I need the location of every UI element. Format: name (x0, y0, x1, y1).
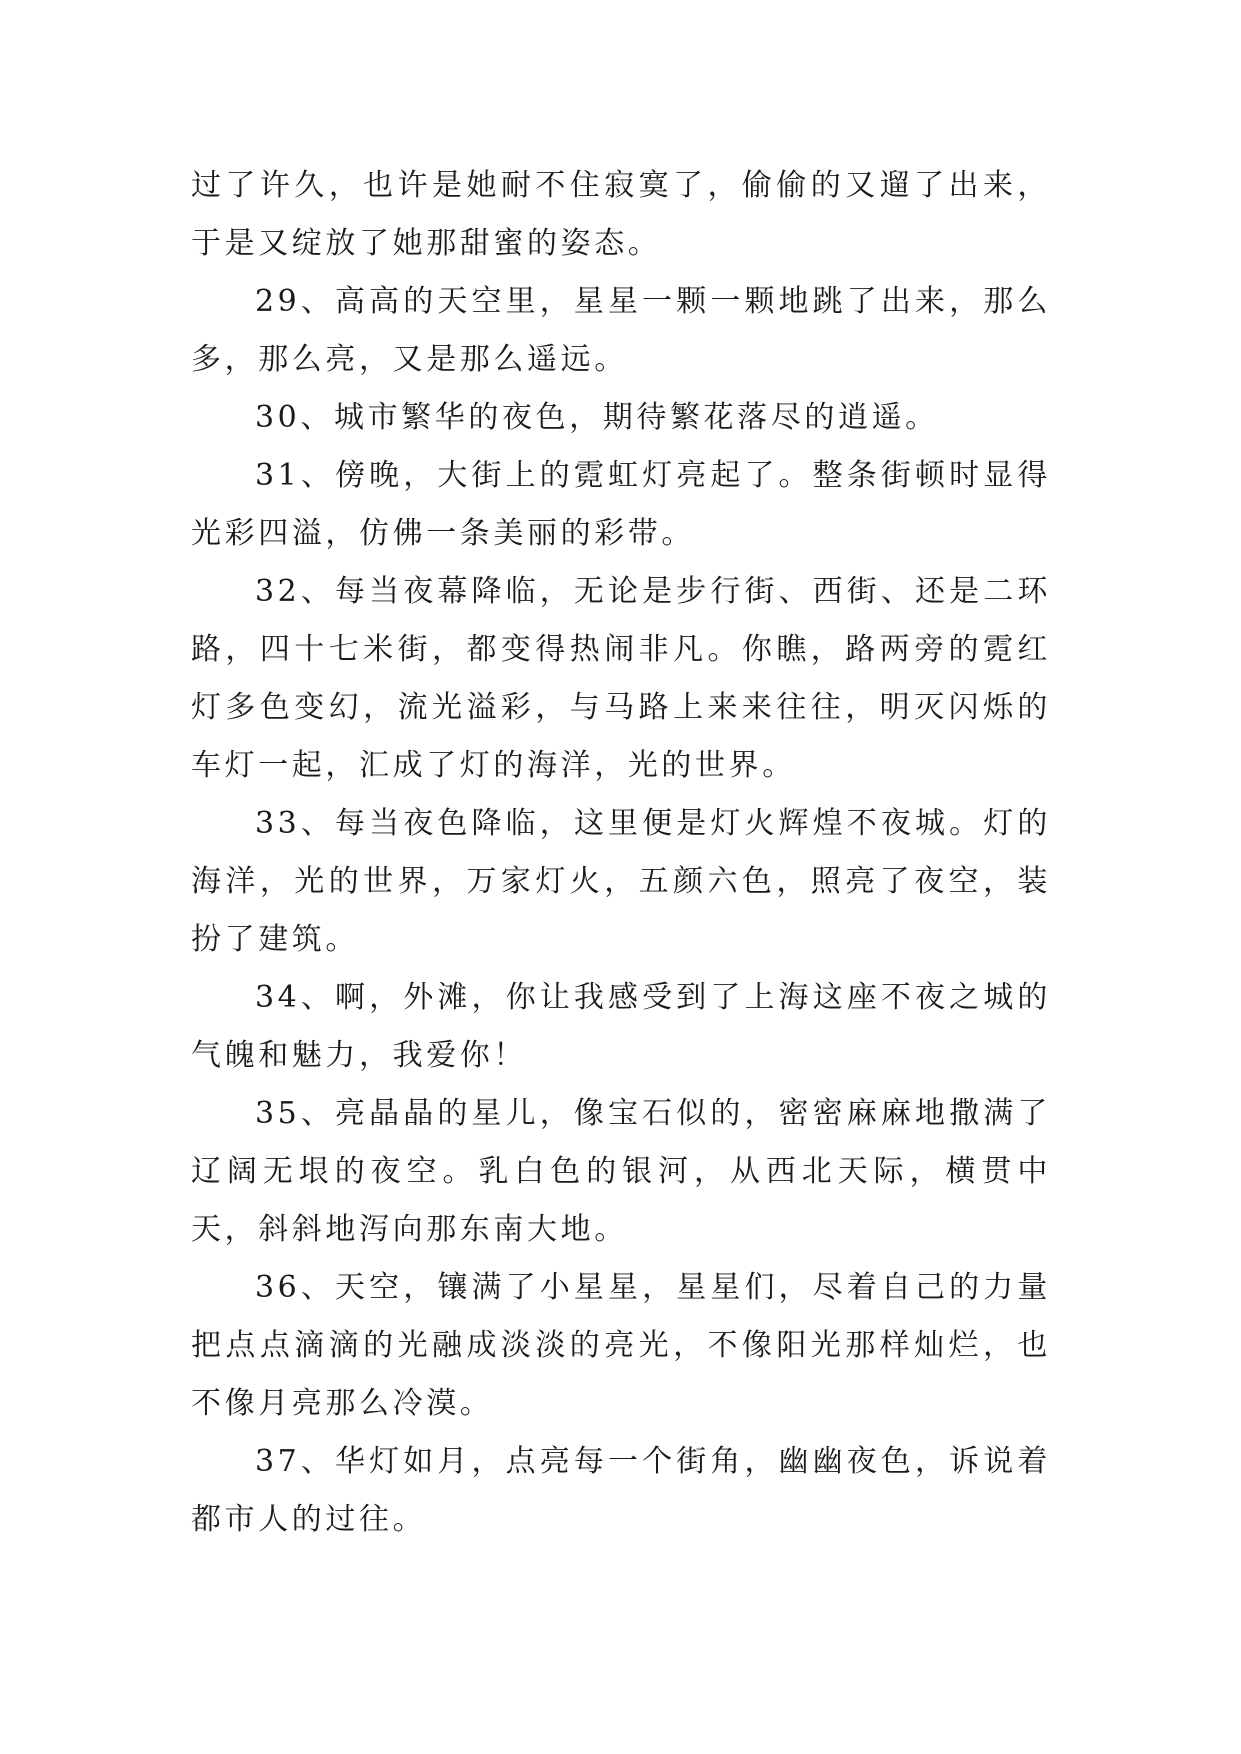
document-body (191, 157, 1051, 1549)
paragraph-32: 32、每当夜幕降临，无论是步行街、西街、还是二环路，四十七米街，都变得热闹非凡。你瞧，路两旁的霓红灯多色变幻，流光溢彩，与马路上来来往往，明灭闪烁的车灯一起，汇成了灯的海洋，光的世界。 (191, 574, 1051, 783)
paragraph-31: 31、傍晚，大街上的霓虹灯亮起了。整条街顿时显得光彩四溢，仿佛一条美丽的彩带。 (191, 458, 1051, 551)
paragraph-35: 35、亮晶晶的星儿，像宝石似的，密密麻麻地撒满了辽阔无垠的夜空。乳白色的银河，从西北天际，横贯中天，斜斜地泻向那东南大地。 (191, 1096, 1051, 1247)
paragraph-36: 36、天空，镶满了小星星，星星们，尽着自己的力量把点点滴滴的光融成淡淡的亮光，不像阳光那样灿烂，也不像月亮那么冷漠。 (191, 1270, 1051, 1421)
paragraph-37: 37、华灯如月，点亮每一个街角，幽幽夜色，诉说着都市人的过往。 (191, 1444, 1051, 1537)
paragraph-33: 33、每当夜色降临，这里便是灯火辉煌不夜城。灯的海洋，光的世界，万家灯火，五颜六色，照亮了夜空，装扮了建筑。 (191, 806, 1051, 957)
paragraph-continuation: 过了许久，也许是她耐不住寂寞了，偷偷的又遛了出来，于是又绽放了她那甜蜜的姿态。 (191, 168, 1051, 261)
paragraph-30: 30、城市繁华的夜色，期待繁花落尽的逍遥。 (255, 400, 939, 435)
paragraph-34: 34、啊，外滩，你让我感受到了上海这座不夜之城的气魄和魅力，我爱你！ (191, 980, 1051, 1073)
paragraph-29: 29、高高的天空里，星星一颗一颗地跳了出来，那么多，那么亮，又是那么遥远。 (191, 284, 1051, 377)
